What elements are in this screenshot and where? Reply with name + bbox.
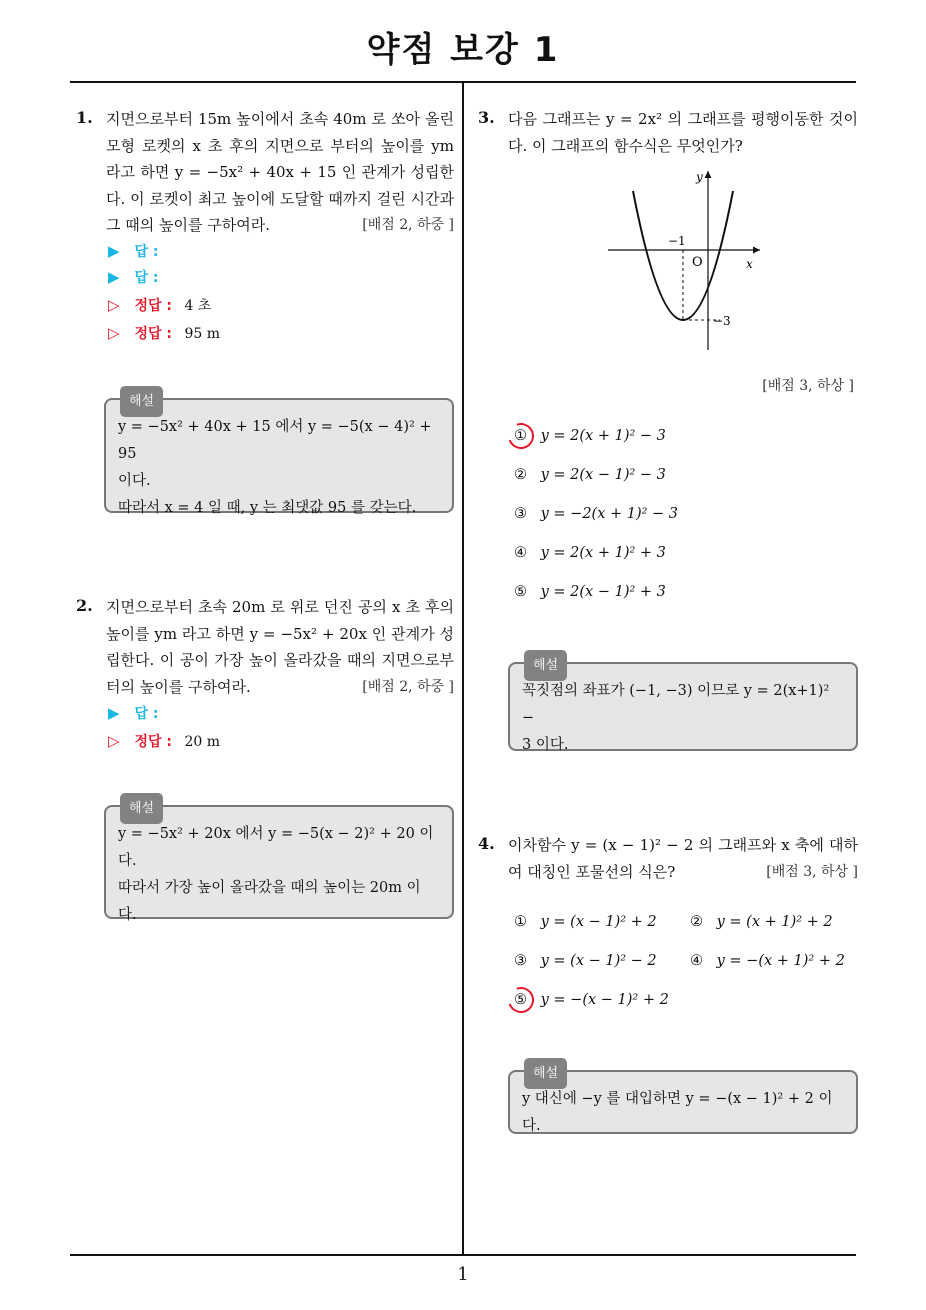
- correct-label: 정답 :: [134, 734, 172, 750]
- q2-question: 지면으로부터 초속 20m 로 위로 던진 공의 x 초 후의 높이를 ym 라고 하면 y = −5x² + 20x 인 관계가 성립한다. 이 공이 가장 높이 올라갔을 때의 지면으로부터의 높이를 구하여라.: [106, 598, 454, 696]
- q4-question: 이차함수 y = (x − 1)² − 2 의 그래프와 x 축에 대하여 대칭인 포물선의 식은?: [508, 836, 858, 881]
- q1-question: 지면으로부터 15m 높이에서 초속 40m 로 쏘아 올린 모형 로켓의 x 초 후의 지면으로 부터의 높이를 ym 라고 하면 y = −5x² + 40x + 15 인 관계가 성립한다. 이 로켓이 최고 높이에 도달할 때까지 걸린 시간과 그 때의 높이를 구하여라.: [106, 110, 454, 234]
- explanation-line: y = −5x² + 40x + 15 에서 y = −5(x − 4)² + 95: [118, 419, 432, 462]
- q1-answer-1[interactable]: [108, 240, 166, 262]
- q4-choice-1[interactable]: [514, 910, 657, 934]
- outline-triangle-icon: ▷: [108, 296, 120, 314]
- q3-score-row: [508, 372, 854, 400]
- selected-circle-mark: [504, 983, 539, 1018]
- play-icon: ▶: [108, 268, 120, 286]
- q3-choice-5[interactable]: [514, 580, 666, 604]
- explanation-line: 이다.: [118, 473, 151, 489]
- q2-text: [106, 594, 454, 700]
- q2-score: [배점 2, 하중 ]: [362, 678, 454, 695]
- explanation-line: y = −5x² + 20x 에서 y = −5(x − 2)² + 20 이다.: [118, 826, 434, 869]
- explanation-tag: 해설: [524, 1058, 567, 1089]
- q1-number: 1.: [76, 108, 93, 127]
- q3-choice-2[interactable]: [514, 463, 666, 487]
- explanation-line: 따라서 x = 4 일 때, y 는 최댓값 95 를 갖는다.: [118, 500, 417, 516]
- bottom-rule: [70, 1254, 856, 1256]
- selected-circle-mark: [504, 419, 539, 454]
- choice-number: ④: [690, 953, 703, 969]
- q3-number: 3.: [478, 108, 495, 127]
- explanation-line: 꼭짓점의 좌표가 (−1, −3) 이므로 y = 2(x+1)² −: [522, 683, 830, 726]
- choice-number: ⑤: [514, 988, 536, 1012]
- play-icon: ▶: [108, 242, 120, 260]
- q4-explanation-box: [508, 1066, 858, 1134]
- choice-number: ③: [514, 953, 527, 969]
- choice-text: y = (x + 1)² + 2: [716, 914, 833, 930]
- explanation-line: 3 이다.: [522, 737, 569, 753]
- q1-answer-2[interactable]: [108, 266, 166, 288]
- choice-number: ③: [514, 506, 527, 522]
- choice-text: y = (x − 1)² + 2: [540, 914, 657, 930]
- explanation-line: 따라서 가장 높이 올라갔을 때의 높이는 20m 이: [118, 880, 421, 896]
- choice-number: ②: [514, 467, 527, 483]
- q2-correct-1: [108, 730, 220, 752]
- correct-label: 정답 :: [134, 326, 172, 342]
- q4-choice-2[interactable]: [690, 910, 833, 934]
- explanation-tag: 해설: [524, 650, 567, 681]
- choice-text: y = −(x + 1)² + 2: [716, 953, 845, 969]
- q3-text: 다음 그래프는 y = 2x² 의 그래프를 평행이동한 것이다. 이 그래프의 함수식은 무엇인가?: [508, 110, 858, 155]
- answer-label: 답 :: [134, 270, 159, 286]
- choice-number: ②: [690, 914, 703, 930]
- q1-correct-2: [108, 322, 220, 344]
- q4-block: [508, 832, 858, 885]
- explanation-line: y 대신에 −y 를 대입하면 y = −(x − 1)² + 2 이다.: [522, 1091, 833, 1134]
- choice-text: y = −2(x + 1)² − 3: [540, 506, 679, 522]
- vertex-y-label: −3: [713, 314, 731, 328]
- play-icon: ▶: [108, 704, 120, 722]
- explanation-tag: 해설: [120, 793, 163, 824]
- y-axis-label: y: [696, 170, 703, 184]
- choice-number: ①: [514, 424, 536, 448]
- correct-value: 20 m: [184, 734, 220, 750]
- page-number: 1: [457, 1264, 469, 1285]
- q4-score: [배점 3, 하상 ]: [766, 863, 858, 880]
- outline-triangle-icon: ▷: [108, 324, 120, 342]
- q1-correct-1: [108, 294, 211, 316]
- outline-triangle-icon: ▷: [108, 732, 120, 750]
- choice-text: y = −(x − 1)² + 2: [540, 992, 669, 1008]
- choice-text: y = 2(x − 1)² − 3: [540, 467, 666, 483]
- choice-number: ④: [514, 545, 527, 561]
- q3-explanation-box: [508, 658, 858, 753]
- q3-choice-4[interactable]: [514, 541, 666, 565]
- q4-choice-4[interactable]: [690, 949, 845, 973]
- choice-text: y = 2(x + 1)² + 3: [540, 545, 666, 561]
- answer-label: 답 :: [134, 706, 159, 722]
- correct-value: 4 초: [184, 298, 212, 314]
- page-title: 약점 보강 1: [366, 30, 560, 70]
- q3-score: [배점 3, 하상 ]: [762, 378, 854, 394]
- correct-value: 95 m: [184, 326, 220, 342]
- choice-text: y = 2(x − 1)² + 3: [540, 584, 666, 600]
- q4-choice-5[interactable]: [514, 988, 669, 1012]
- choice-text: y = 2(x + 1)² − 3: [540, 428, 666, 444]
- origin-label: O: [692, 255, 703, 270]
- q1-block: [106, 106, 454, 239]
- answer-label: 답 :: [134, 244, 159, 260]
- choice-number: ⑤: [514, 584, 527, 600]
- q3-parabola-graph: [600, 165, 770, 355]
- q2-answer-1[interactable]: [108, 702, 166, 724]
- q2-block: [106, 594, 454, 700]
- q4-text: [508, 832, 858, 885]
- column-divider: [462, 83, 464, 1255]
- vertex-x-label: −1: [668, 234, 686, 248]
- correct-label: 정답 :: [134, 298, 172, 314]
- explanation-tag: 해설: [120, 386, 163, 417]
- q2-explanation-box: [104, 801, 454, 923]
- q4-choice-3[interactable]: [514, 949, 657, 973]
- x-axis-label: x: [746, 257, 753, 271]
- q1-text: [106, 106, 454, 239]
- choice-number: ①: [514, 914, 527, 930]
- q3-block: [508, 106, 858, 159]
- q4-number: 4.: [478, 834, 495, 853]
- explanation-line: 다.: [118, 907, 137, 923]
- q3-choice-3[interactable]: [514, 502, 678, 526]
- choice-text: y = (x − 1)² − 2: [540, 953, 657, 969]
- q1-score: [배점 2, 하중 ]: [362, 217, 454, 233]
- q3-choice-1[interactable]: [514, 424, 666, 448]
- q2-number: 2.: [76, 596, 93, 615]
- q1-explanation-box: [104, 394, 454, 516]
